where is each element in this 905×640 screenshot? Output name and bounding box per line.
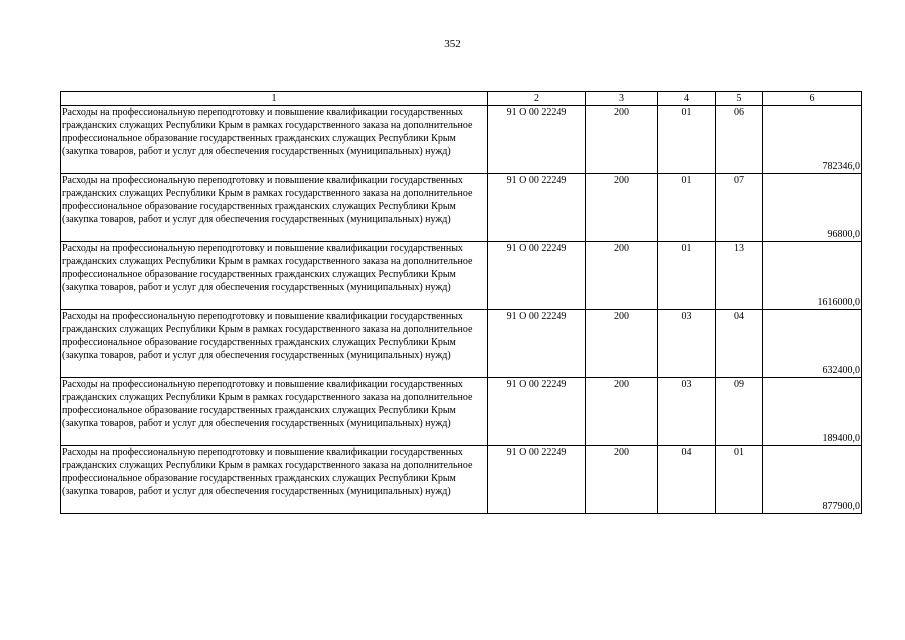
row-subsection: 07 (716, 174, 763, 242)
row-expense-type: 200 (586, 378, 658, 446)
row-description: Расходы на профессиональную переподготовку и повышение квалификации государственных гражданских служащих Республики Крым в рамках государственного заказа на дополнительное профессиональное образование государственных гражданских служащих Республики Крым (закупка товаров, работ и услуг для обеспечения государственных (муниципальных) нужд) (61, 242, 488, 310)
row-amount: 632400,0 (763, 310, 862, 378)
row-description: Расходы на профессиональную переподготовку и повышение квалификации государственных гражданских служащих Республики Крым в рамках государственного заказа на дополнительное профессиональное образование государственных гражданских служащих Республики Крым (закупка товаров, работ и услуг для обеспечения государственных (муниципальных) нужд) (61, 106, 488, 174)
table-row (61, 242, 862, 310)
row-section: 03 (658, 378, 716, 446)
row-amount: 1616000,0 (763, 242, 862, 310)
row-description: Расходы на профессиональную переподготовку и повышение квалификации государственных гражданских служащих Республики Крым в рамках государственного заказа на дополнительное профессиональное образование государственных гражданских служащих Республики Крым (закупка товаров, работ и услуг для обеспечения государственных (муниципальных) нужд) (61, 446, 488, 514)
row-subsection: 04 (716, 310, 763, 378)
row-expense-type: 200 (586, 174, 658, 242)
row-amount: 189400,0 (763, 378, 862, 446)
table-body (61, 106, 862, 514)
table-row (61, 446, 862, 514)
row-target-code: 91 О 00 22249 (488, 378, 586, 446)
row-section: 01 (658, 106, 716, 174)
table-row (61, 378, 862, 446)
table-row (61, 310, 862, 378)
row-description: Расходы на профессиональную переподготовку и повышение квалификации государственных гражданских служащих Республики Крым в рамках государственного заказа на дополнительное профессиональное образование государственных гражданских служащих Республики Крым (закупка товаров, работ и услуг для обеспечения государственных (муниципальных) нужд) (61, 174, 488, 242)
row-expense-type: 200 (586, 242, 658, 310)
row-expense-type: 200 (586, 310, 658, 378)
row-description: Расходы на профессиональную переподготовку и повышение квалификации государственных гражданских служащих Республики Крым в рамках государственного заказа на дополнительное профессиональное образование государственных гражданских служащих Республики Крым (закупка товаров, работ и услуг для обеспечения государственных (муниципальных) нужд) (61, 310, 488, 378)
row-expense-type: 200 (586, 106, 658, 174)
header-col-4: 4 (658, 92, 716, 106)
header-row (61, 92, 862, 106)
table-header (61, 92, 862, 106)
row-amount: 877900,0 (763, 446, 862, 514)
row-subsection: 13 (716, 242, 763, 310)
row-amount: 782346,0 (763, 106, 862, 174)
row-section: 03 (658, 310, 716, 378)
header-col-6: 6 (763, 92, 862, 106)
row-subsection: 09 (716, 378, 763, 446)
row-subsection: 01 (716, 446, 763, 514)
row-target-code: 91 О 00 22249 (488, 310, 586, 378)
row-description: Расходы на профессиональную переподготовку и повышение квалификации государственных гражданских служащих Республики Крым в рамках государственного заказа на дополнительное профессиональное образование государственных гражданских служащих Республики Крым (закупка товаров, работ и услуг для обеспечения государственных (муниципальных) нужд) (61, 378, 488, 446)
budget-table (60, 91, 862, 514)
row-section: 01 (658, 174, 716, 242)
row-section: 04 (658, 446, 716, 514)
header-col-2: 2 (488, 92, 586, 106)
row-target-code: 91 О 00 22249 (488, 446, 586, 514)
row-expense-type: 200 (586, 446, 658, 514)
table-row (61, 106, 862, 174)
header-col-1: 1 (61, 92, 488, 106)
header-col-5: 5 (716, 92, 763, 106)
row-target-code: 91 О 00 22249 (488, 106, 586, 174)
page-number: 352 (444, 38, 461, 50)
row-subsection: 06 (716, 106, 763, 174)
row-section: 01 (658, 242, 716, 310)
row-amount: 96800,0 (763, 174, 862, 242)
header-col-3: 3 (586, 92, 658, 106)
row-target-code: 91 О 00 22249 (488, 174, 586, 242)
row-target-code: 91 О 00 22249 (488, 242, 586, 310)
table-row (61, 174, 862, 242)
